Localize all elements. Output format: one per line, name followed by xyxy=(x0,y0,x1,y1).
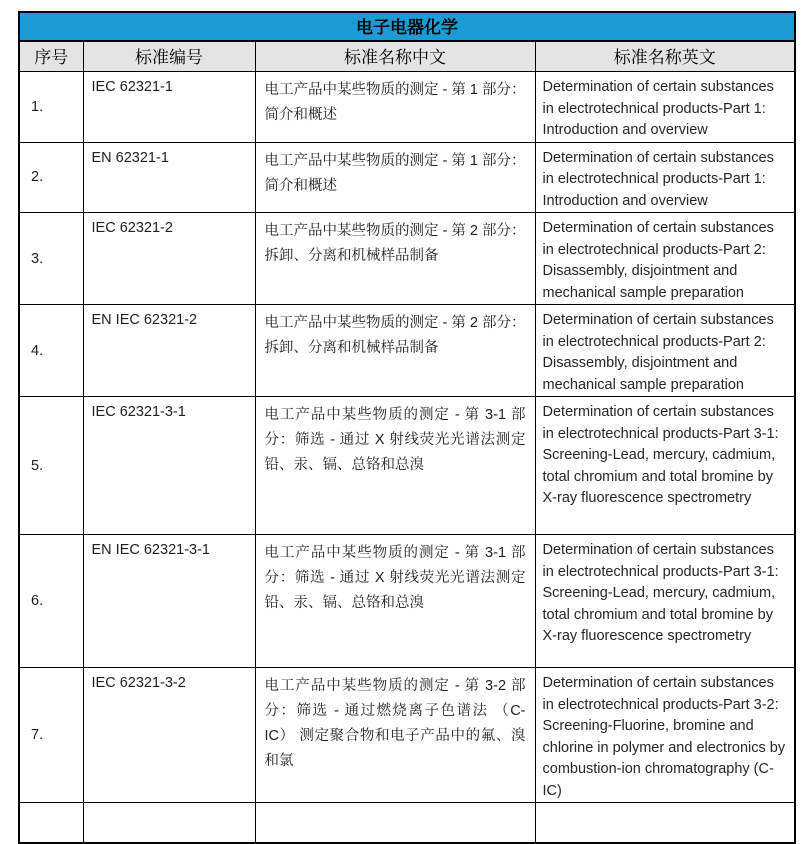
standard-name-zh: 电工产品中某些物质的测定 - 第 1 部分：简介和概述 xyxy=(255,72,535,143)
row-index: 4. xyxy=(19,305,83,397)
row-index: 5. xyxy=(19,397,83,535)
table-row xyxy=(19,668,795,803)
table-row xyxy=(19,305,795,397)
standard-name-zh: 电工产品中某些物质的测定 - 第 3-1 部分：筛选 - 通过 X 射线荧光光谱法测定铅、汞、镉、总铬和总溴 xyxy=(255,397,535,535)
standard-name-en: Determination of certain substances in electrotechnical products-Part 1: Introduction and overview xyxy=(535,72,795,143)
table-row xyxy=(19,803,795,843)
standard-code: IEC 62321-3-2 xyxy=(83,668,255,803)
row-index xyxy=(19,803,83,843)
table-body xyxy=(19,72,795,843)
standard-name-en: Determination of certain substances in electrotechnical products-Part 3-2: Screening-Fluorine, bromine and chlorine in polymer and electronics by combustion-ion chromatography (C-IC) xyxy=(535,668,795,803)
standard-name-en: Determination of certain substances in electrotechnical products-Part 2: Disassembly, disjointment and mechanical sample preparation xyxy=(535,305,795,397)
standard-code: EN IEC 62321-3-1 xyxy=(83,535,255,668)
standard-name-zh: 电工产品中某些物质的测定 - 第 3-2 部分：筛选 - 通过燃烧离子色谱法 （C-IC） 测定聚合物和电子产品中的氟、溴和氯 xyxy=(255,668,535,803)
table-row xyxy=(19,142,795,213)
standard-name-zh: 电工产品中某些物质的测定 - 第 2 部分：拆卸、分离和机械样品制备 xyxy=(255,305,535,397)
standard-code: EN 62321-1 xyxy=(83,142,255,213)
standard-name-en: Determination of certain substances in electrotechnical products-Part 3-1: Screening-Lead, mercury, cadmium, total chromium and total bromine by X-ray fluorescence spectrometry xyxy=(535,397,795,535)
standard-name-zh: 电工产品中某些物质的测定 - 第 2 部分：拆卸、分离和机械样品制备 xyxy=(255,213,535,305)
standard-name-zh: 电工产品中某些物质的测定 - 第 1 部分：简介和概述 xyxy=(255,142,535,213)
standard-code xyxy=(83,803,255,843)
standard-name-en xyxy=(535,803,795,843)
standards-table xyxy=(18,11,796,844)
standard-code: IEC 62321-3-1 xyxy=(83,397,255,535)
row-index: 2. xyxy=(19,142,83,213)
row-index: 6. xyxy=(19,535,83,668)
standard-name-en: Determination of certain substances in electrotechnical products-Part 2: Disassembly, disjointment and mechanical sample preparation xyxy=(535,213,795,305)
table-title-row xyxy=(19,12,795,41)
column-header-standard-name-zh: 标准名称中文 xyxy=(255,41,535,72)
table-row xyxy=(19,72,795,143)
table-title: 电子电器化学 xyxy=(19,12,795,41)
table-row xyxy=(19,397,795,535)
table-row xyxy=(19,213,795,305)
table-row xyxy=(19,535,795,668)
row-index: 3. xyxy=(19,213,83,305)
standard-code: EN IEC 62321-2 xyxy=(83,305,255,397)
standard-code: IEC 62321-1 xyxy=(83,72,255,143)
table-header-row xyxy=(19,41,795,72)
column-header-standard-code: 标准编号 xyxy=(83,41,255,72)
standard-name-en: Determination of certain substances in electrotechnical products-Part 3-1: Screening-Lead, mercury, cadmium, total chromium and total bromine by X-ray fluorescence spectrometry xyxy=(535,535,795,668)
standard-name-en: Determination of certain substances in electrotechnical products-Part 1: Introduction and overview xyxy=(535,142,795,213)
standard-name-zh xyxy=(255,803,535,843)
column-header-no: 序号 xyxy=(19,41,83,72)
row-index: 1. xyxy=(19,72,83,143)
standard-code: IEC 62321-2 xyxy=(83,213,255,305)
standard-name-zh: 电工产品中某些物质的测定 - 第 3-1 部分：筛选 - 通过 X 射线荧光光谱法测定铅、汞、镉、总铬和总溴 xyxy=(255,535,535,668)
row-index: 7. xyxy=(19,668,83,803)
column-header-standard-name-en: 标准名称英文 xyxy=(535,41,795,72)
